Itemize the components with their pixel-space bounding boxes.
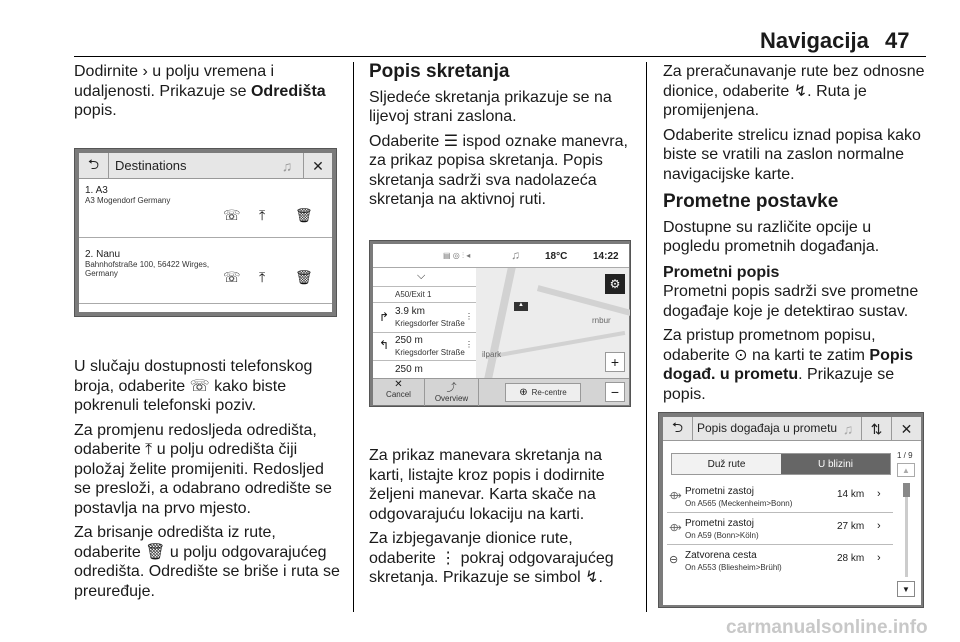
cancel-button[interactable]: ✕ Cancel (373, 379, 425, 406)
destinations-screenshot (74, 148, 337, 317)
chevron-right-icon: › (142, 63, 148, 80)
phone-icon: ☏ (189, 377, 210, 395)
turn-list-panel: ⌵ A50/Exit 1 ↱ 3.9 km Kriegsdorfer Straße ⋮ ↰ 250 m Kriegsdorfer Straße ⋮ 250 m (373, 268, 476, 378)
turn-left-icon: ↰ (379, 338, 390, 352)
more-options-icon: ⋮ (440, 549, 457, 567)
traffic-jam-icon: ⟴ (669, 490, 682, 502)
close-icon[interactable]: ✕ (891, 417, 921, 441)
road-marker-icon: ▲ (514, 302, 528, 311)
screen-title: Destinations (115, 158, 187, 173)
trash-icon: 🗑 (145, 543, 166, 561)
turn-list-screenshot (369, 240, 631, 407)
phone-icon[interactable]: ☏ (223, 207, 241, 223)
tab-bar (671, 453, 891, 475)
tab-nearby[interactable]: U blizini (781, 454, 890, 474)
column-separator-2 (646, 62, 647, 612)
paragraph: Sljedeće skretanja prikazuje se na lijevoj strani zaslona. (369, 88, 612, 125)
column-2 (369, 62, 631, 215)
status-bar: ▤ ◎ ⫶ ◂ ♫ 18°C 14:22 (373, 244, 629, 268)
sort-icon[interactable]: ⇅ (861, 417, 891, 441)
list-item[interactable]: A50/Exit 1 (395, 290, 432, 299)
chevron-right-icon: › (877, 488, 881, 500)
paragraph: Odaberite ☰ ispod oznake manevra, za prikaz popisa skretanja. Popis skretanja sadrži sva nadolazeća skretanja na aktivnoj ruti. (369, 132, 628, 208)
column-3 (663, 62, 928, 409)
chevron-right-icon: › (877, 520, 881, 532)
paragraph: Za preračunavanje rute bez odnosne dionice, odaberite ↯. Ruta je promijenjena. (663, 63, 925, 119)
list-item[interactable]: ⟴ Prometni zastoj On A565 (Meckenheim>Bonn) 14 km › (667, 483, 893, 513)
bottom-bar (373, 378, 629, 405)
more-options-icon[interactable]: ⋮ (465, 312, 473, 321)
section-heading: Prometne postavke (663, 191, 839, 212)
music-icon[interactable]: ♫ (281, 158, 293, 174)
scrollbar-thumb[interactable] (903, 483, 910, 497)
back-icon[interactable]: ⮌ (79, 153, 109, 179)
section-title: Navigacija (760, 28, 869, 53)
road-closed-icon: ⊖ (669, 554, 679, 566)
page-number: 47 (885, 28, 910, 53)
paragraph: Odaberite strelicu iznad popisa kako biste se vratili na zaslon normalne navigacijske karte. (663, 126, 921, 183)
music-icon[interactable]: ♫ (842, 421, 854, 437)
more-options-icon[interactable]: ⋮ (465, 340, 473, 349)
chevron-right-icon: › (877, 552, 881, 564)
route-icon: ⤴ (446, 383, 457, 394)
column-separator-1 (353, 62, 354, 612)
column-1-lower (74, 357, 342, 606)
traffic-list-screenshot (658, 412, 924, 608)
paragraph: Za prikaz manevara skretanja na karti, listajte kroz popis i dodirnite željeni manevar. Karta skače na odgovarajuću lokaciju na karti. (369, 447, 605, 523)
traffic-jam-icon: ⟴ (669, 522, 682, 534)
list-item[interactable]: 2. Nanu Bahnhofstraße 100, 56422 Wirges, Germany (85, 249, 210, 278)
overview-button[interactable]: ⤴ Overview (425, 379, 479, 406)
screen-title: Popis događaja u prometu (697, 421, 838, 435)
page-header (0, 0, 960, 60)
paragraph: Dodirnite › u polju vremena i udaljenosti. Prikazuje se Odredišta popis. (74, 63, 326, 119)
section-heading: Popis skretanja (369, 61, 510, 82)
recentre-button[interactable]: ⊕ Re-centre (505, 383, 581, 402)
paragraph: Dostupne su različite opcije u pogledu prometnih događanja. (663, 218, 880, 255)
subsection-heading: Prometni popis (663, 263, 780, 281)
back-icon[interactable]: ⮌ (663, 417, 693, 441)
page-indicator: 1 / 9 (897, 451, 913, 460)
paragraph: Za izbjegavanje dionice rute, odaberite ⋮ pokraj odgovarajućeg skretanja. Prikazuje se simbol ↯. (369, 530, 614, 586)
move-to-top-icon: ⤒ (145, 441, 153, 458)
list-item[interactable]: ⟴ Prometni zastoj On A59 (Bonn>Köln) 27 km › (667, 515, 893, 545)
trash-icon[interactable]: 🗑 (295, 207, 313, 223)
list-icon: ☰ (443, 132, 459, 150)
crosshair-icon: ⊕ (519, 387, 528, 398)
scroll-up-button[interactable]: ▲ (897, 463, 915, 477)
tab-along-route[interactable]: Duž rute (672, 454, 781, 474)
move-to-top-icon[interactable]: ⤒ (259, 269, 266, 285)
zoom-in-button[interactable]: + (605, 352, 625, 372)
phone-icon[interactable]: ☏ (223, 269, 241, 285)
turn-right-icon: ↱ (379, 310, 390, 324)
paragraph: Prometni popis sadrži sve prometne događaje koje je detektirao sustav. (663, 283, 919, 320)
settings-icon[interactable]: ⚙ (605, 274, 625, 294)
column-1 (74, 62, 342, 126)
avoid-section-icon: ↯ (585, 569, 599, 586)
target-icon: ⊙ (734, 346, 748, 364)
watermark: carmanualsonline.info (726, 617, 928, 638)
zoom-out-button[interactable]: − (605, 382, 625, 402)
paragraph: U slučaju dostupnosti telefonskog broja, odaberite ☏ kako biste pokrenuli telefonski poziv. (74, 358, 313, 414)
trash-icon[interactable]: 🗑 (295, 269, 313, 285)
close-icon[interactable]: ✕ (303, 153, 332, 179)
avoid-section-icon: ↯ (793, 82, 808, 100)
header-rule (74, 56, 926, 57)
music-icon: ♫ (511, 248, 520, 262)
scroll-down-button[interactable]: ▼ (897, 581, 915, 597)
paragraph: Za brisanje odredišta iz rute, odaberite 🗑 u polju odgovarajućeg odredišta. Odredište se briše i ruta se preuređuje. (74, 524, 340, 600)
scrollbar[interactable] (905, 483, 908, 577)
chevron-down-icon[interactable]: ⌵ (417, 270, 426, 282)
move-to-top-icon[interactable]: ⤒ (259, 207, 266, 223)
map-view[interactable]: rnbur ilpark ▲ ⚙ + (476, 268, 629, 378)
close-icon: ✕ (394, 379, 403, 390)
paragraph: Za pristup prometnom popisu, odaberite ⊙ na karti te zatim Popis događ. u prometu. Prikazuje se popis. (663, 327, 913, 403)
list-item[interactable]: 1. A3 A3 Mogendorf Germany (85, 185, 171, 205)
column-2-lower (369, 446, 631, 593)
paragraph: Za promjenu redosljeda odredišta, odaberite ⤒ u polju odredišta čiji položaj želite promijeniti. Redosljed se presloži, a odabrano odredište se postavlja na prvo mjesto. (74, 421, 332, 517)
list-item[interactable]: ⊖ Zatvorena cesta On A553 (Bliesheim>Brühl) 28 km › (669, 550, 881, 572)
